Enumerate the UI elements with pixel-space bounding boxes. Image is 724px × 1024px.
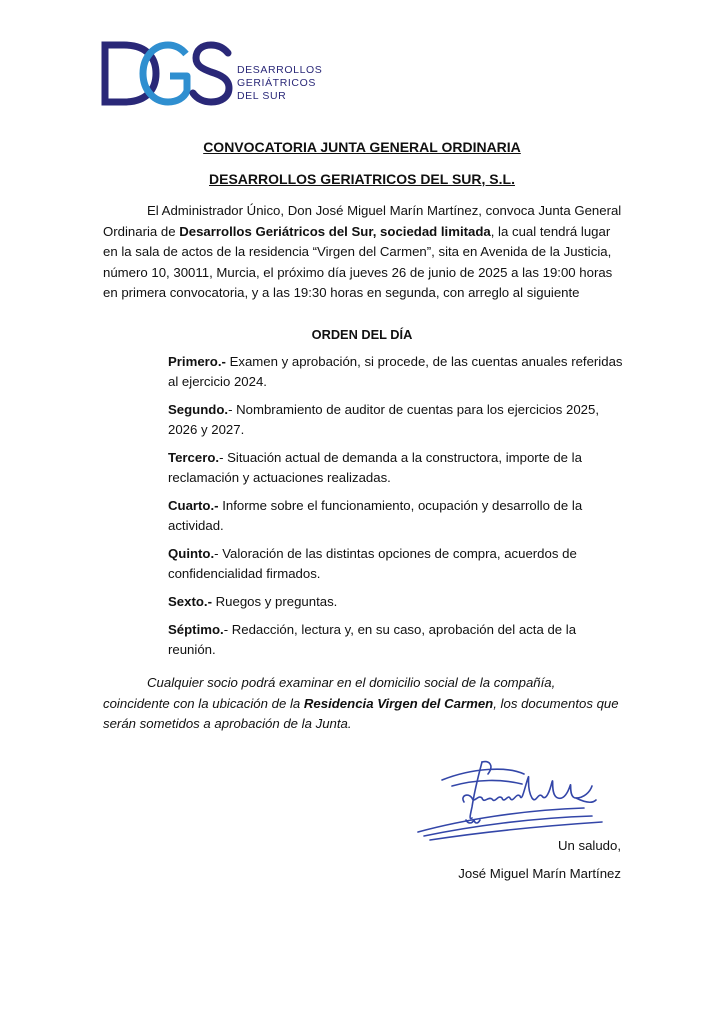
agenda-item-label: Sexto.- bbox=[168, 594, 212, 609]
handwritten-signature bbox=[412, 752, 612, 844]
agenda-heading: ORDEN DEL DÍA bbox=[311, 327, 413, 342]
closing-text-2: , los documentos que serán sometidos a aprobación de la Junta. bbox=[103, 695, 619, 731]
agenda-item-text: Informe sobre el funcionamiento, ocupación y desarrollo de la actividad. bbox=[168, 498, 583, 533]
agenda-item-text: - Situación actual de demanda a la constructora, importe de la reclamación y actuaciones realizadas. bbox=[168, 450, 582, 485]
closing-text-1: Cualquier socio podrá examinar en el domicilio social de la compañía, coincidente con la ubicación de la bbox=[103, 675, 556, 711]
agenda-item-label: Primero.- bbox=[168, 354, 226, 369]
agenda-item-label: Quinto. bbox=[168, 546, 215, 561]
intro-paragraph bbox=[103, 201, 623, 304]
intro-text-2: , la cual tendrá lugar en la sala de actos de la residencia “Virgen del Carmen”, sita en Avenida de la Justicia, número 10, 30011, Murcia, el próximo día jueves 26 de junio de 2025 a las 19:00 horas en primera convocatoria, y a las 19:30 horas en segunda, con arreglo al siguiente bbox=[103, 223, 613, 300]
signer-name: José Miguel Marín Martínez bbox=[458, 866, 621, 881]
document-title: CONVOCATORIA JUNTA GENERAL ORDINARIA bbox=[203, 139, 521, 155]
company-logo bbox=[100, 40, 340, 108]
agenda-item-text: - Nombramiento de auditor de cuentas para los ejercicios 2025, 2026 y 2027. bbox=[168, 402, 599, 437]
agenda-item-label: Tercero. bbox=[168, 450, 220, 465]
agenda-item bbox=[168, 352, 624, 392]
intro-company-name: Desarrollos Geriátricos del Sur, sociedad limitada bbox=[179, 223, 491, 239]
agenda-item-label: Cuarto.- bbox=[168, 498, 219, 513]
agenda-item-text: Ruegos y preguntas. bbox=[211, 594, 338, 609]
agenda-item-label: Segundo. bbox=[168, 402, 229, 417]
agenda-item-text: - Redacción, lectura y, en su caso, aprobación del acta de la reunión. bbox=[168, 622, 577, 657]
company-title: DESARROLLOS GERIATRICOS DEL SUR, S.L. bbox=[209, 171, 515, 187]
agenda-item bbox=[168, 620, 624, 660]
agenda-item bbox=[168, 592, 624, 612]
logo-line-2: GERIÁTRICOS bbox=[237, 77, 316, 89]
agenda-item bbox=[168, 400, 624, 440]
agenda-item-text: Examen y aprobación, si procede, de las cuentas anuales referidas al ejercicio 2024. bbox=[168, 354, 623, 389]
logo-text bbox=[237, 64, 347, 103]
greeting: Un saludo, bbox=[557, 838, 621, 853]
agenda-item bbox=[168, 448, 624, 488]
logo-line-1: DESARROLLOS bbox=[237, 64, 323, 76]
dgs-logo-mark bbox=[100, 40, 236, 108]
intro-text-1: El Administrador Único, Don José Miguel Marín Martínez, convoca Junta General Ordinaria de bbox=[103, 203, 622, 239]
agenda-item bbox=[168, 496, 624, 536]
agenda-item-label: Séptimo. bbox=[168, 622, 224, 637]
closing-residence-name: Residencia Virgen del Carmen bbox=[303, 695, 494, 711]
agenda-item bbox=[168, 544, 624, 584]
agenda-item-text: - Valoración de las distintas opciones de compra, acuerdos de confidencialidad firmados. bbox=[168, 546, 577, 581]
agenda-list bbox=[168, 352, 624, 668]
logo-line-3: DEL SUR bbox=[237, 90, 287, 102]
closing-paragraph bbox=[103, 673, 623, 735]
